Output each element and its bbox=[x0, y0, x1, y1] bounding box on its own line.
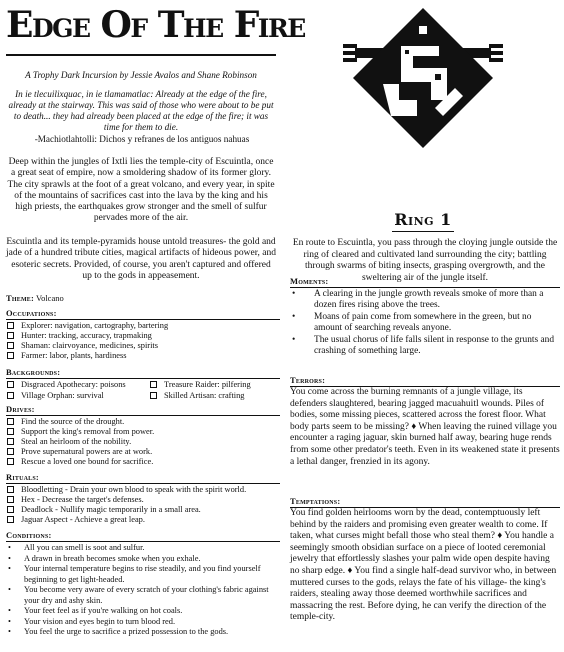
bullet-icon: • bbox=[8, 543, 11, 552]
list-item: Jaguar Aspect - Achieve a great leap. bbox=[6, 515, 280, 525]
list-item: Support the king's removal from power. bbox=[6, 427, 280, 437]
occupations-header: Occupations: bbox=[6, 308, 57, 318]
list-item: Hunter: tracking, accuracy, trapmaking bbox=[6, 331, 280, 341]
temptations-header: Temptations: bbox=[290, 496, 341, 506]
list-item: Skilled Artisan: crafting bbox=[149, 391, 244, 402]
checkbox-icon[interactable] bbox=[7, 516, 14, 523]
list-item: • All you can smell is soot and sulfur. bbox=[8, 543, 145, 552]
rituals-section bbox=[6, 472, 280, 525]
list-item: Deadlock - Nullify magic temporarily in a small area. bbox=[6, 505, 280, 515]
aztec-serpent-emblem-icon bbox=[343, 4, 503, 164]
list-item: Village Orphan: survival bbox=[6, 391, 149, 402]
list-item: • A drawn in breath becomes smoke when you exhale. bbox=[8, 553, 201, 563]
ring-title-rule bbox=[392, 231, 454, 232]
list-item: • Your vision and eyes begin to turn blood red. bbox=[8, 616, 176, 626]
list-item: • The usual chorus of life falls silent in response to the grunts and crashing of something large. bbox=[292, 334, 555, 357]
checkbox-icon[interactable] bbox=[150, 392, 157, 399]
checkbox-icon[interactable] bbox=[7, 381, 14, 388]
bullet-icon: • bbox=[8, 616, 11, 626]
list-item: Explorer: navigation, cartography, bartering bbox=[6, 321, 280, 331]
intro-paragraph-1: Deep within the jungles of Ixtli lies the temple-city of Escuintla, once a great seat of empire, now a smoldering shadow of its former glory. The city sprawls at the foot of a great volcano, and every year, in spite of the mountains of sacrifices cast into the lava by the king and his high priests, the earthquakes grow stronger and the smell of sulfur pervades more of the air. bbox=[7, 157, 275, 224]
temptations-text: You find golden heirlooms worn by the dead, contemptuously left behind by the raiders and promising even greater wealth to come. If taken, what curses might befall those who steal them? ♦ You handle a seemingly smooth obsidian surface on a piece of looted ceremonial jewelry that effortlessly slashes your palm wide open despite having no sharp edge. ♦ You find a single half-dead survivor who, in between muttered curses to the gods, relays the fate of his village- the king's raiders, stealing away those deemed worthwhile sacrifices and massacring the rest. Before dying, he can verify the direction of the temple-city. bbox=[290, 508, 557, 623]
list-item: • Your internal temperature begins to rise steadily, and you find yourself beginning to get light-headed. bbox=[8, 564, 261, 584]
list-item: • Your feet feel as if you're walking on hot coals. bbox=[8, 606, 183, 615]
ring-intro: En route to Escuintla, you pass through the cloying jungle outside the ring of cleared and cultivated land surrounding the city; battling through swarms of biting insects, grasping overgrowth, and the sweltering air of the jungle itself. bbox=[292, 238, 558, 283]
checkbox-icon[interactable] bbox=[7, 458, 14, 465]
list-item: Steal an heirloom of the nobility. bbox=[6, 437, 280, 447]
checkbox-icon[interactable] bbox=[7, 322, 14, 329]
backgrounds-section bbox=[6, 367, 280, 401]
checkbox-icon[interactable] bbox=[7, 506, 14, 513]
theme-label: Theme: bbox=[6, 293, 35, 303]
bullet-icon: • bbox=[8, 606, 11, 615]
bullet-icon: • bbox=[8, 627, 11, 636]
checkbox-icon[interactable] bbox=[7, 486, 14, 493]
list-item: Bloodletting - Drain your own blood to speak with the spirit world. bbox=[6, 485, 280, 495]
list-item: Rescue a loved one bound for sacrifice. bbox=[6, 457, 280, 467]
section-rule bbox=[6, 378, 280, 379]
bullet-icon: • bbox=[292, 311, 296, 322]
ring-title: Ring 1 bbox=[394, 210, 452, 229]
list-item: Treasure Raider: pilfering bbox=[149, 380, 251, 391]
moments-section bbox=[290, 276, 560, 357]
checkbox-icon[interactable] bbox=[7, 448, 14, 455]
conditions-section bbox=[6, 530, 280, 638]
intro-paragraph-2: Escuintla and its temple-pyramids house untold treasures- the gold and jade of a hundred tribute cities, magical artifacts of hideous power, and esoteric secrets. Provided, of course, you aren't captured and offered up to the gods in appeasement. bbox=[6, 237, 277, 281]
checkbox-icon[interactable] bbox=[7, 342, 14, 349]
occupations-section bbox=[6, 308, 280, 361]
list-item: Disgraced Apothecary: poisons bbox=[6, 380, 149, 391]
bullet-icon: • bbox=[292, 334, 296, 345]
section-rule bbox=[6, 319, 280, 320]
list-item: • A clearing in the jungle growth reveals smoke of more than a dozen fires rising above the trees. bbox=[292, 289, 544, 311]
checkbox-icon[interactable] bbox=[7, 428, 14, 435]
bullet-icon: • bbox=[292, 289, 296, 299]
section-rule bbox=[6, 541, 280, 542]
moments-header: Moments: bbox=[290, 276, 329, 286]
terrors-header: Terrors: bbox=[290, 375, 326, 385]
theme-section bbox=[6, 293, 280, 303]
list-item: Prove supernatural powers are at work. bbox=[6, 447, 280, 457]
checkbox-icon[interactable] bbox=[7, 392, 14, 399]
drives-section bbox=[6, 404, 280, 467]
page-title: Edge Of The Fire bbox=[6, 4, 305, 46]
epigraph-quote: In ie tlecuilixquac, in ie tlamamatlac: Already at the edge of the fire, already at the stairway. This was said of those who were about to be put to death... they had already been placed at the edge of the fire; it was time for them to die. bbox=[8, 89, 274, 132]
theme-value: Volcano bbox=[36, 293, 64, 303]
section-rule bbox=[6, 415, 280, 416]
terrors-text: You come across the burning remnants of a jungle village, its defenders slaughtered, bearing jagged macuahuitl wounds. Piles of bodies, some missing pieces, scattered across the forest floor. What body parts seem to be missing? ♦ When leaving the ruined village you encounter a raging jaguar, skin burned half away, bearing huge rends from some other predator's teeth. Even in its weakened state it presents a lethal danger, frenzied in its agony. bbox=[290, 387, 560, 467]
section-rule bbox=[6, 483, 280, 484]
bullet-icon: • bbox=[8, 585, 11, 594]
list-item: Shaman: clairvoyance, medicines, spirits bbox=[6, 341, 280, 351]
backgrounds-header: Backgrounds: bbox=[6, 367, 61, 377]
bullet-icon: • bbox=[8, 564, 11, 573]
list-item: Find the source of the drought. bbox=[6, 417, 280, 427]
checkbox-icon[interactable] bbox=[7, 438, 14, 445]
checkbox-icon[interactable] bbox=[7, 352, 14, 359]
epigraph-attribution: -Machiotlahtolli: Dichos y refranes de los antiguos nahuas bbox=[34, 134, 250, 144]
section-rule bbox=[290, 287, 560, 288]
rituals-header: Rituals: bbox=[6, 472, 39, 482]
conditions-header: Conditions: bbox=[6, 530, 52, 540]
list-item: • You feel the urge to sacrifice a prized possession to the gods. bbox=[8, 627, 229, 636]
checkbox-icon[interactable] bbox=[7, 332, 14, 339]
list-item: • You become very aware of every scratch of your clothing's fabric against your dry and ashy skin. bbox=[8, 585, 269, 605]
title-rule bbox=[6, 54, 276, 56]
temptations-section bbox=[290, 496, 560, 624]
bullet-icon: • bbox=[8, 553, 11, 563]
checkbox-icon[interactable] bbox=[7, 418, 14, 425]
list-item: Farmer: labor, plants, hardiness bbox=[6, 351, 280, 361]
list-item: • Moans of pain come from somewhere in the green, but no amount of searching reveals anyone. bbox=[292, 311, 532, 334]
drives-header: Drives: bbox=[6, 404, 35, 414]
list-item: Hex - Decrease the target's defenses. bbox=[6, 495, 280, 505]
credits: A Trophy Dark Incursion by Jessie Avalos and Shane Robinson bbox=[25, 70, 257, 80]
checkbox-icon[interactable] bbox=[7, 496, 14, 503]
checkbox-icon[interactable] bbox=[150, 381, 157, 388]
terrors-section bbox=[290, 375, 560, 468]
